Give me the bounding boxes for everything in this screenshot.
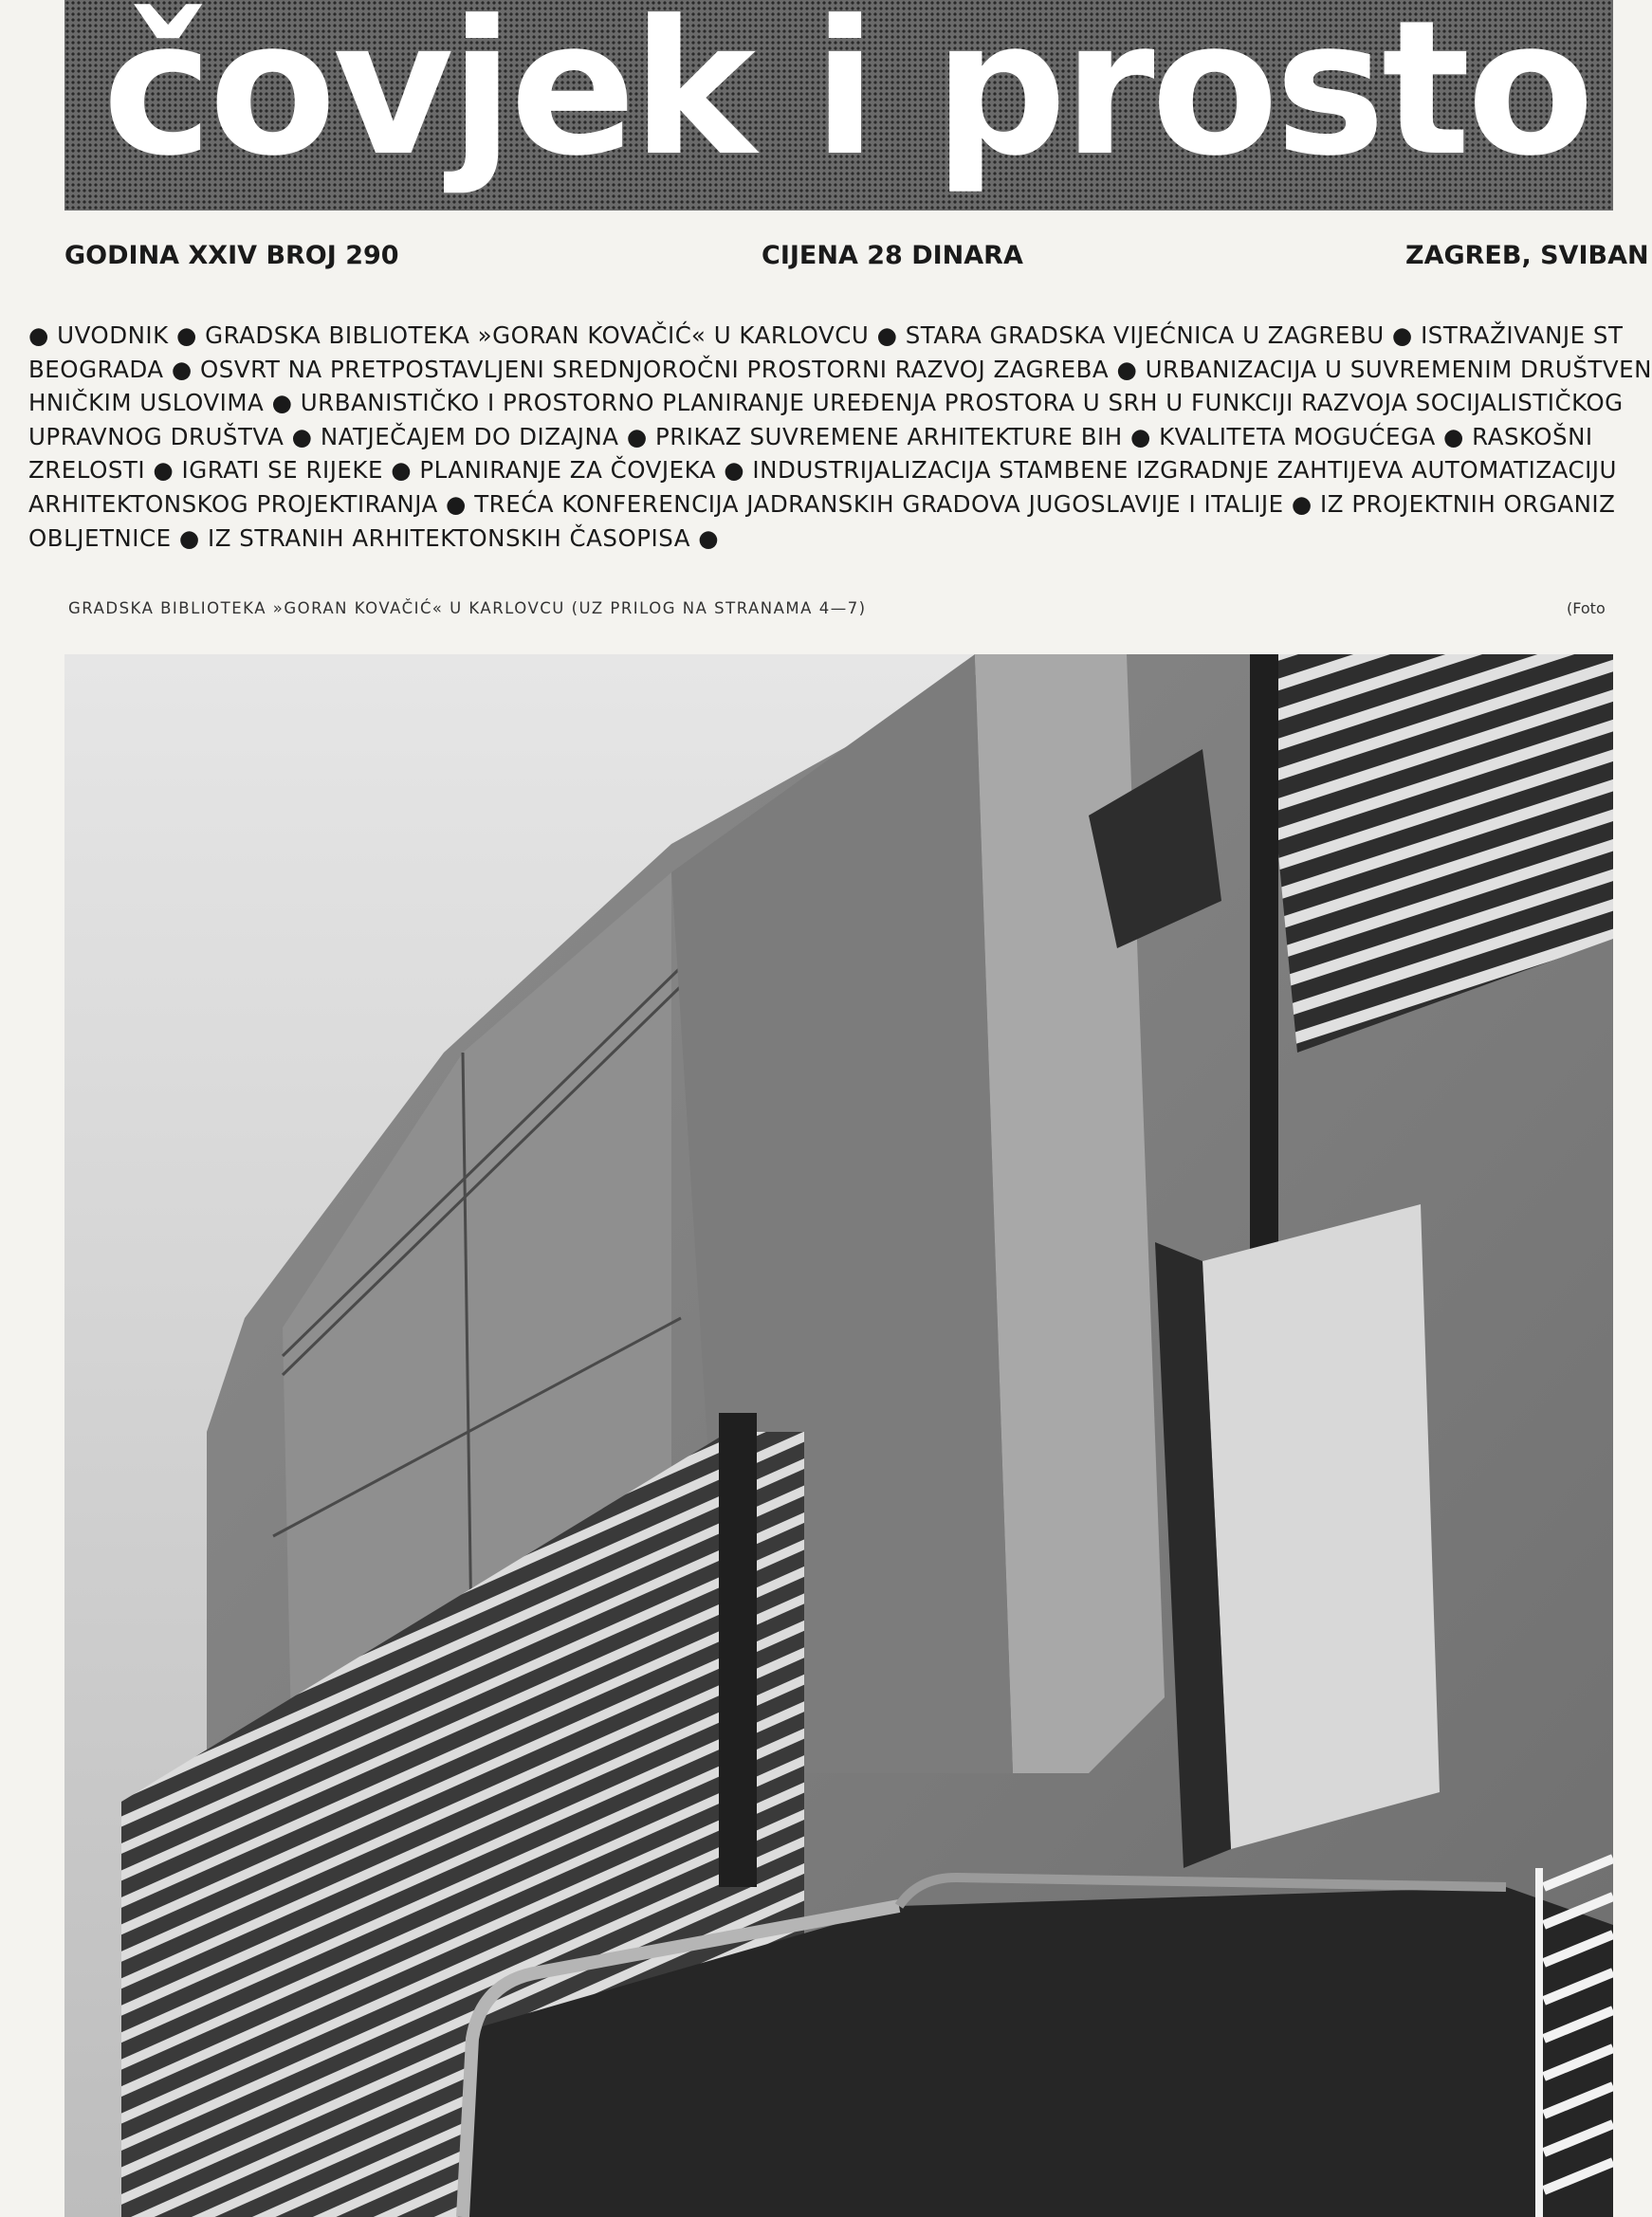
photo-caption: GRADSKA BIBLIOTEKA »GORAN KOVAČIĆ« U KARLOVCU (UZ PRILOG NA STRANAMA 4—7): [68, 599, 867, 617]
issue-price: CIJENA 28 DINARA: [762, 241, 1023, 270]
contents-line: HNIČKIM USLOVIMA ● URBANISTIČKO I PROSTORNO PLANIRANJE UREĐENJA PROSTORA U SRH U FUNKCIJI RAZVOJA SOCIJALISTIČKOG: [28, 389, 1624, 417]
issue-place-date: ZAGREB, SVIBAN: [1405, 241, 1649, 270]
issue-info-row: [64, 241, 1649, 275]
contents-line: ARHITEKTONSKOG PROJEKTIRANJA ● TREĆA KONFERENCIJA JADRANSKIH GRADOVA JUGOSLAVIJE I ITALIJE ● IZ PROJEKTNIH ORGANIZ: [28, 489, 1616, 518]
table-of-contents: [28, 319, 1652, 567]
cover-photo: [64, 654, 1613, 2217]
contents-line: ZRELOSTI ● IGRATI SE RIJEKE ● PLANIRANJE ZA ČOVJEKA ● INDUSTRIJALIZACIJA STAMBENE IZGRADNJE ZAHTIJEVA AUTOMATIZACIJU: [28, 456, 1617, 485]
contents-line: ● UVODNIK ● GRADSKA BIBLIOTEKA »GORAN KOVAČIĆ« U KARLOVCU ● STARA GRADSKA VIJEĆNICA U ZAGREBU ● ISTRAŽIVANJE ST: [28, 321, 1624, 349]
building-photo-illustration: [64, 654, 1613, 2217]
contents-line: OBLJETNICE ● IZ STRANIH ARHITEKTONSKIH ČASOPISA ●: [28, 523, 720, 552]
issue-number: GODINA XXIV BROJ 290: [64, 241, 399, 270]
photo-credit: (Foto: [1567, 599, 1606, 617]
contents-line: UPRAVNOG DRUŠTVA ● NATJEČAJEM DO DIZAJNA ● PRIKAZ SUVREMENE ARHITEKTURE BIH ● KVALITETA MOGUĆEGA ● RASKOŠNI: [28, 422, 1593, 450]
masthead-title: čovjek i prosto: [102, 0, 1591, 197]
masthead-banner: [64, 0, 1613, 211]
contents-line: BEOGRADA ● OSVRT NA PRETPOSTAVLJENI SREDNJOROČNI PROSTORNI RAZVOJ ZAGREBA ● URBANIZACIJA U SUVREMENIM DRUŠTVEN: [28, 355, 1652, 383]
